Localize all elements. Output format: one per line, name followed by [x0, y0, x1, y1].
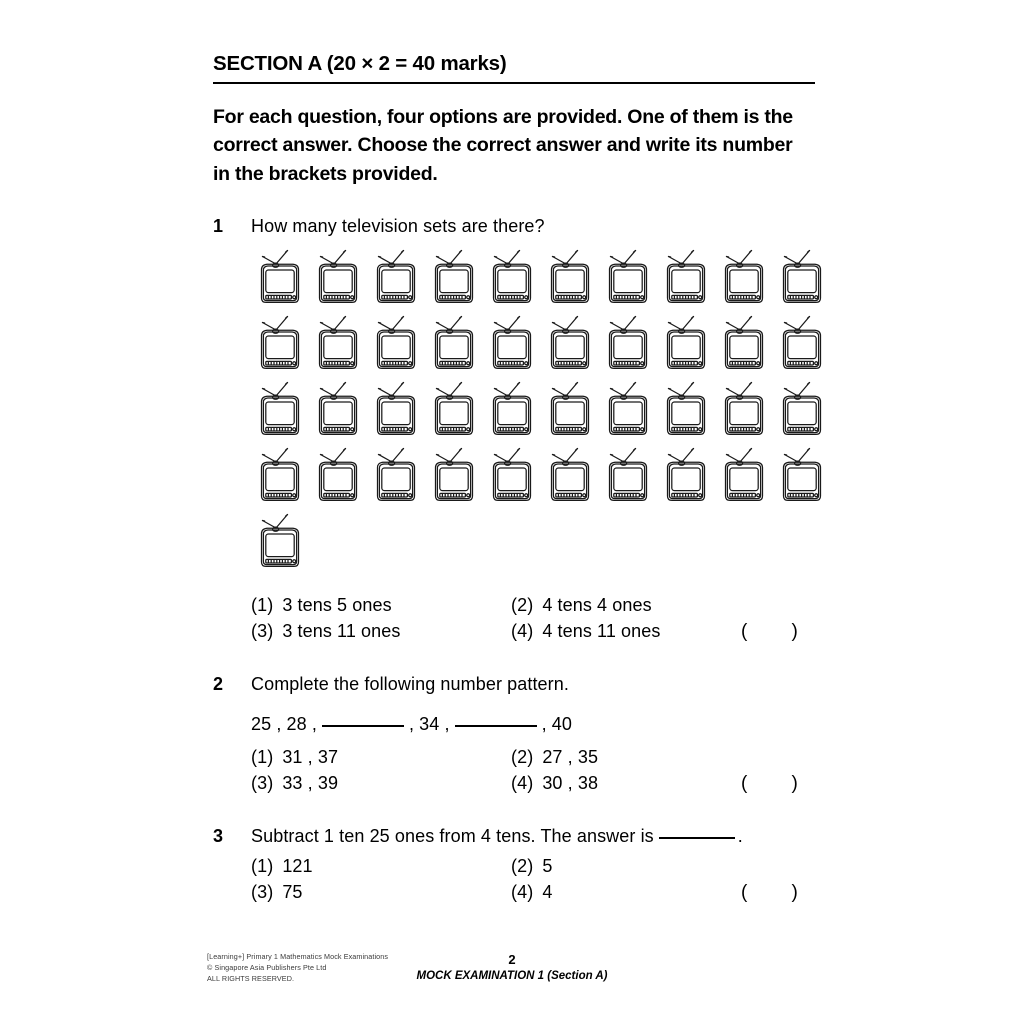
television-icon	[251, 249, 309, 311]
bracket-close: )	[791, 772, 798, 794]
television-row	[251, 381, 815, 447]
instructions-text: For each question, four options are provided. One of them is the correct answer. Choose the correct answer and write its number in the brackets provided.	[213, 105, 793, 186]
page-number: 2	[508, 952, 516, 967]
pattern-end: , 40	[541, 713, 573, 734]
number-pattern-line	[251, 714, 815, 735]
television-icon	[715, 381, 773, 443]
option-4[interactable]	[511, 773, 741, 794]
television-icon	[425, 315, 483, 377]
question-2-header	[213, 673, 815, 696]
television-icon	[773, 249, 831, 311]
option-1[interactable]	[251, 856, 511, 877]
option-2-label: (2)	[511, 856, 534, 877]
option-2-label: (2)	[511, 594, 534, 615]
option-1-text: 3 tens 5 ones	[282, 594, 392, 615]
option-4-label: (4)	[511, 882, 534, 903]
page-content	[213, 52, 815, 908]
television-icon	[773, 381, 831, 443]
television-icon	[599, 447, 657, 509]
option-2-label: (2)	[511, 746, 534, 767]
television-icon	[715, 447, 773, 509]
question-3-text-before: Subtract 1 ten 25 ones from 4 tens. The answer is	[251, 825, 654, 846]
credit-line-1: [Learning+] Primary 1 Mathematics Mock Examinations	[207, 952, 389, 961]
television-icon	[367, 381, 425, 443]
television-icon	[251, 381, 309, 443]
television-icon	[483, 447, 541, 509]
television-icon	[541, 447, 599, 509]
television-icon	[483, 249, 541, 311]
option-4-text: 4	[542, 882, 553, 903]
pattern-blank-1[interactable]	[322, 725, 404, 727]
question-3-text	[251, 825, 743, 848]
pattern-start: 25 , 28 ,	[251, 713, 317, 734]
bracket-open: (	[741, 882, 748, 904]
television-icon	[425, 249, 483, 311]
option-3-text: 3 tens 11 ones	[282, 620, 401, 641]
option-3-text: 75	[282, 882, 303, 903]
question-1	[213, 215, 815, 646]
option-4-text: 30 , 38	[542, 772, 599, 793]
television-icon	[251, 315, 309, 377]
option-row	[251, 882, 851, 908]
question-2-text: Complete the following number pattern.	[251, 673, 569, 694]
option-row	[251, 747, 851, 773]
question-3-text-after: .	[737, 825, 743, 846]
option-row	[251, 621, 851, 647]
television-icon	[425, 381, 483, 443]
bracket-close: )	[791, 620, 798, 642]
television-icon	[657, 381, 715, 443]
question-1-options	[251, 595, 851, 647]
television-icon	[599, 315, 657, 377]
bracket-close: )	[791, 882, 798, 904]
section-divider	[213, 82, 815, 84]
television-icon	[541, 249, 599, 311]
question-3-number: 3	[213, 825, 224, 846]
option-1[interactable]	[251, 747, 511, 768]
option-3[interactable]	[251, 882, 511, 903]
answer-bracket-2[interactable]	[741, 773, 798, 795]
television-icon	[773, 315, 831, 377]
television-icon	[367, 315, 425, 377]
television-icon	[367, 249, 425, 311]
option-2[interactable]	[511, 856, 741, 877]
television-icon	[541, 315, 599, 377]
option-4[interactable]	[511, 621, 741, 642]
television-row	[251, 513, 815, 579]
page-footer	[0, 945, 1024, 1005]
option-row	[251, 595, 851, 621]
option-3-label: (3)	[251, 620, 274, 641]
television-icon	[715, 315, 773, 377]
television-icon	[309, 315, 367, 377]
television-icon	[599, 381, 657, 443]
copyright-block	[207, 951, 388, 984]
television-icon	[657, 447, 715, 509]
television-icon	[309, 447, 367, 509]
option-3-label: (3)	[251, 772, 274, 793]
option-4-label: (4)	[511, 772, 534, 793]
question-1-text: How many television sets are there?	[251, 216, 545, 237]
question-3	[213, 825, 815, 908]
television-icon	[483, 315, 541, 377]
section-title: SECTION A (20 × 2 = 40 marks)	[213, 52, 507, 75]
option-2-text: 27 , 35	[542, 746, 599, 767]
option-2[interactable]	[511, 747, 741, 768]
television-icon	[367, 447, 425, 509]
television-icon	[599, 249, 657, 311]
option-4[interactable]	[511, 882, 741, 903]
option-row	[251, 773, 851, 799]
option-3[interactable]	[251, 773, 511, 794]
footer-center-block	[390, 953, 634, 984]
television-row	[251, 315, 815, 381]
option-1-text: 31 , 37	[282, 746, 339, 767]
exam-label: MOCK EXAMINATION 1 (Section A)	[416, 969, 608, 982]
credit-line-3: ALL RIGHTS RESERVED.	[207, 974, 295, 984]
television-icon	[715, 249, 773, 311]
question-3-options	[251, 856, 851, 908]
option-1-label: (1)	[251, 594, 274, 615]
question-1-number: 1	[213, 216, 224, 237]
option-2-text: 4 tens 4 ones	[542, 594, 652, 615]
credit-line-2: © Singapore Asia Publishers Pte Ltd	[207, 963, 327, 973]
television-icon	[483, 381, 541, 443]
option-3-label: (3)	[251, 882, 274, 903]
question-3-blank[interactable]	[659, 837, 735, 839]
question-2-number: 2	[213, 673, 224, 694]
option-1-label: (1)	[251, 856, 274, 877]
television-icon	[657, 315, 715, 377]
question-1-header	[213, 215, 815, 238]
question-3-header	[213, 825, 815, 848]
television-icon	[657, 249, 715, 311]
option-1-text: 121	[282, 856, 313, 877]
television-icon	[425, 447, 483, 509]
pattern-blank-2[interactable]	[455, 725, 537, 727]
option-1-label: (1)	[251, 746, 274, 767]
option-2[interactable]	[511, 595, 741, 616]
television-icon	[251, 513, 309, 575]
pattern-middle: , 34 ,	[408, 713, 450, 734]
television-icon	[309, 249, 367, 311]
television-icon	[251, 447, 309, 509]
option-1[interactable]	[251, 595, 511, 616]
option-row	[251, 856, 851, 882]
television-row	[251, 447, 815, 513]
answer-bracket-1[interactable]	[741, 621, 798, 643]
option-3[interactable]	[251, 621, 511, 642]
television-illustration	[251, 249, 815, 579]
bracket-open: (	[741, 772, 748, 794]
answer-bracket-3[interactable]	[741, 882, 798, 904]
option-4-label: (4)	[511, 620, 534, 641]
question-2-options	[251, 747, 851, 799]
option-3-text: 33 , 39	[282, 772, 339, 793]
question-2	[213, 673, 815, 799]
television-icon	[541, 381, 599, 443]
option-2-text: 5	[542, 856, 553, 877]
television-icon	[773, 447, 831, 509]
television-icon	[309, 381, 367, 443]
option-4-text: 4 tens 11 ones	[542, 620, 661, 641]
bracket-open: (	[741, 620, 748, 642]
television-row	[251, 249, 815, 315]
